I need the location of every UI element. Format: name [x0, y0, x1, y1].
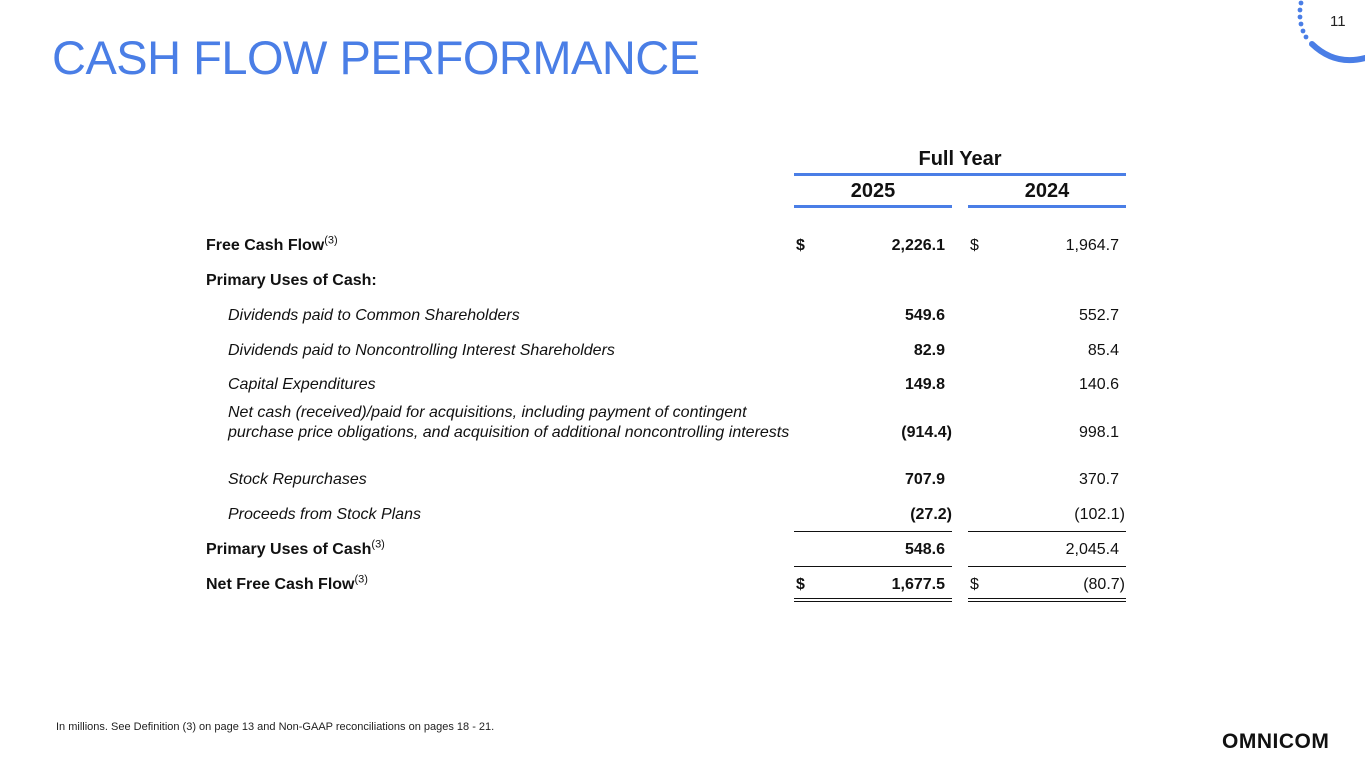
total-rule-2024 [968, 566, 1126, 567]
stock-repurchases-2024: 370.7 [1078, 471, 1119, 488]
row-label-net-free-cash-flow: Net Free Cash Flow$^{(3)}$ [206, 573, 368, 593]
header-rule-2025 [794, 205, 952, 208]
row-label-primary-uses-heading: Primary Uses of Cash: [206, 272, 377, 289]
primary-uses-total-2024: 2,045.4 [1065, 541, 1119, 558]
footnote: In millions. See Definition (3) on page 13 and Non-GAAP reconciliations on pages 18 - 21. [56, 721, 495, 733]
currency-symbol-2025: $ [796, 237, 805, 254]
row-label-free-cash-flow: Free Cash Flow$^{(3)}$ [206, 234, 338, 254]
proceeds-stock-plans-2025: (27.2) [910, 506, 952, 523]
free-cash-flow-2024: 1,964.7 [1065, 237, 1119, 254]
row-label-capital-expenditures: Capital Expenditures [228, 376, 376, 393]
net-free-cash-flow-2025: 1,677.5 [891, 576, 945, 593]
header-rule-2024 [968, 205, 1126, 208]
double-rule-bottom-2024 [968, 601, 1126, 602]
page-title: CASH FLOW PERFORMANCE [52, 31, 700, 84]
row-label-dividends-noncontrolling: Dividends paid to Noncontrolling Interest Shareholders [228, 342, 615, 359]
row-label-proceeds-stock-plans: Proceeds from Stock Plans [228, 506, 421, 523]
capital-expenditures-2025: 149.8 [904, 376, 945, 393]
currency-symbol-2024: $ [970, 237, 979, 254]
total-rule-2025 [794, 566, 952, 567]
net-cash-acquisitions-2025: (914.4) [901, 424, 952, 441]
page-number: 11 [1330, 13, 1346, 30]
year-header-2024: 2024 [1024, 180, 1070, 202]
dividends-noncontrolling-2024: 85.4 [1087, 342, 1119, 359]
row-label-dividends-common: Dividends paid to Common Shareholders [228, 307, 520, 324]
dividends-common-2025: 549.6 [904, 307, 945, 324]
row-label-net-cash-acquisitions: Net cash (received)/paid for acquisitions, including payment of contingent purchase price obligations, and acquisition of additional noncontrolling interests [228, 404, 790, 441]
net-cash-acquisitions-2024: 998.1 [1078, 424, 1119, 441]
row-label-primary-uses-total: Primary Uses of Cash$^{(3)}$ [206, 538, 385, 558]
row-label-stock-repurchases: Stock Repurchases [228, 471, 367, 488]
corner-arc-decoration [1290, 0, 1365, 70]
year-header-2025: 2025 [850, 180, 896, 202]
double-rule-top-2024 [968, 598, 1126, 599]
header-rule-top [794, 173, 1126, 176]
full-year-header: Full Year [918, 148, 1002, 170]
free-cash-flow-2025: 2,226.1 [891, 237, 945, 254]
primary-uses-total-2025: 548.6 [904, 541, 945, 558]
proceeds-stock-plans-2024: (102.1) [1074, 506, 1125, 523]
omnicom-logo: OMNICOM [1222, 730, 1330, 753]
stock-repurchases-2025: 707.9 [904, 471, 945, 488]
subtotal-rule-2025 [794, 531, 952, 532]
currency-symbol-net-2024: $ [970, 576, 979, 593]
dividends-noncontrolling-2025: 82.9 [913, 342, 945, 359]
subtotal-rule-2024 [968, 531, 1126, 532]
double-rule-top-2025 [794, 598, 952, 599]
net-free-cash-flow-2024: (80.7) [1083, 576, 1125, 593]
double-rule-bottom-2025 [794, 601, 952, 602]
capital-expenditures-2024: 140.6 [1078, 376, 1119, 393]
dividends-common-2024: 552.7 [1078, 307, 1119, 324]
currency-symbol-net-2025: $ [796, 576, 805, 593]
